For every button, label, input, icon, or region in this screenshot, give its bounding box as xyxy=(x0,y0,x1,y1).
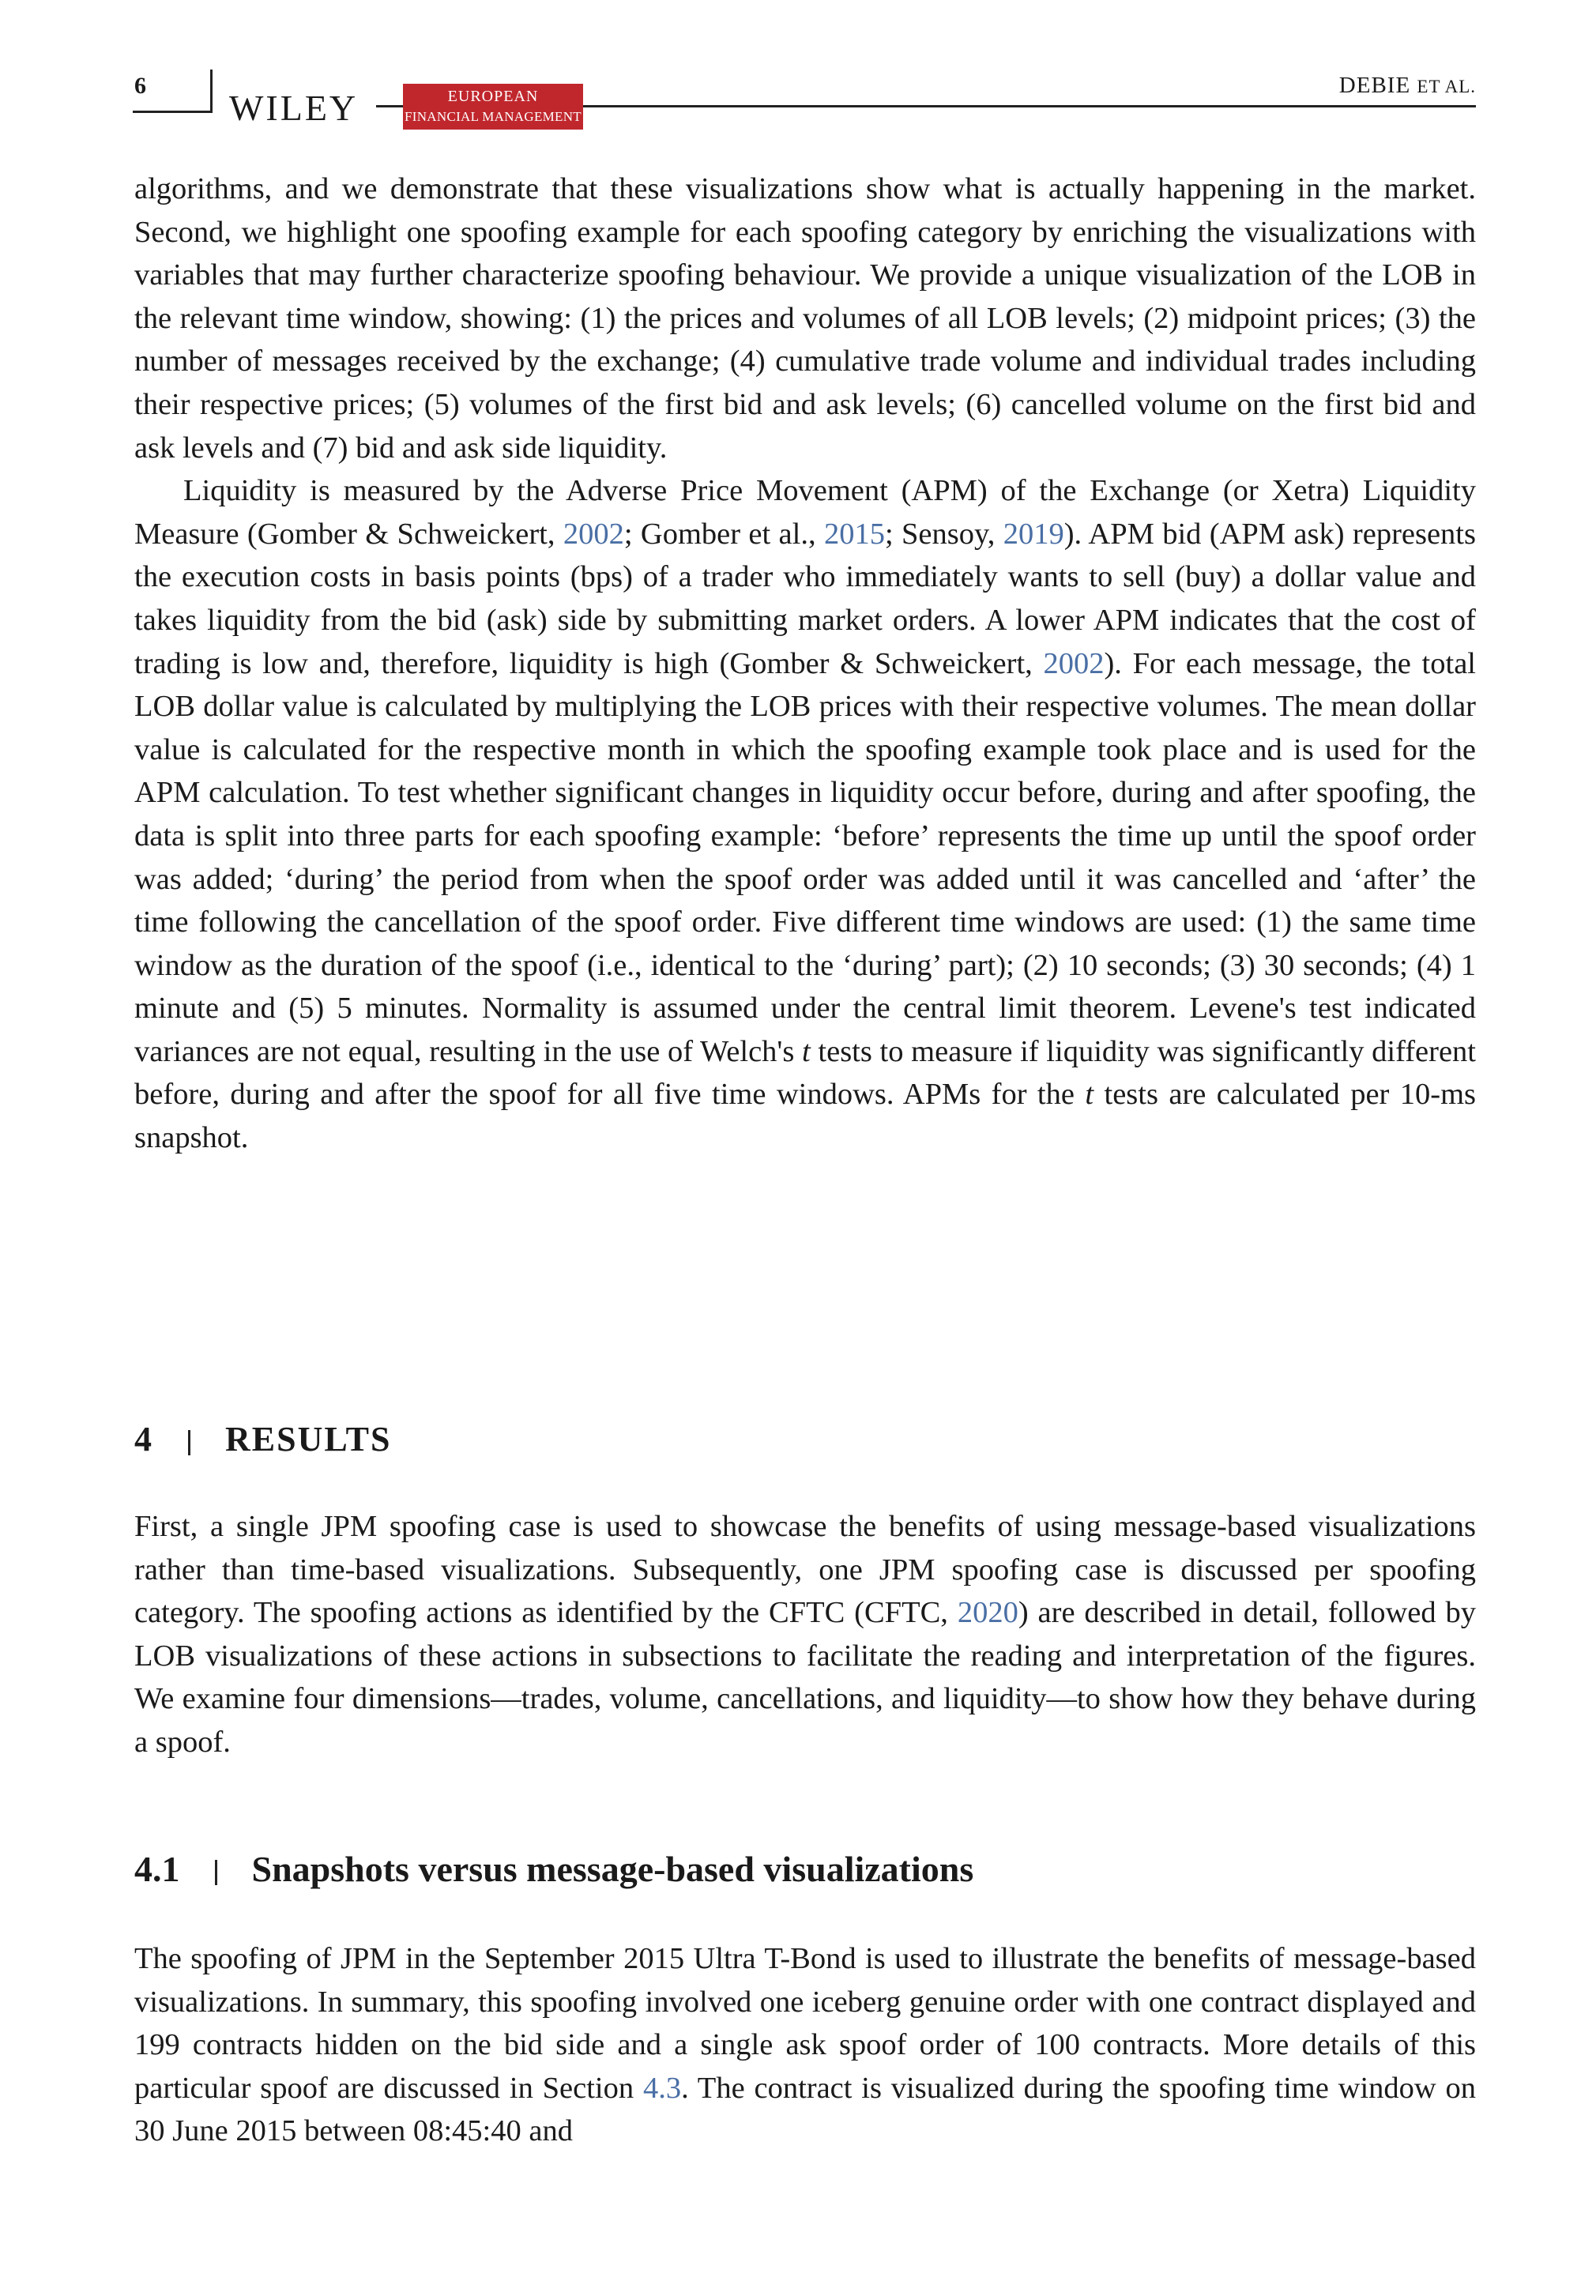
section-heading-results: 4 RESULTS xyxy=(134,1420,392,1459)
journal-logo-line2: FINANCIAL MANAGEMENT xyxy=(405,109,582,124)
paragraph-3: First, a single JPM spoofing case is used to showcase the benefits of using message-based visualizations rather than time-based visualizations. Subsequently, one JPM spoofing case is discussed per spoofing category. The spoofing actions as identified by the CFTC (CFTC, 2020) are described in detail, followed by LOB visualizations of these actions in subsections to facilitate the reading and interpretation of the figures. We examine four dimensions—trades, volume, cancellations, and liquidity—to show how they behave during a spoof. xyxy=(134,1510,1477,1759)
header-rule-right xyxy=(583,105,1476,107)
subsection-heading-4-1: 4.1 Snapshots versus message-based visualizations xyxy=(134,1849,974,1889)
running-authors xyxy=(1339,73,1476,99)
page-content xyxy=(134,167,1476,1160)
page-number: 6 xyxy=(134,73,146,99)
citation-link[interactable]: 2002 xyxy=(1043,646,1105,680)
header-rule-mid xyxy=(376,105,403,107)
header-rule-left xyxy=(133,111,212,113)
paragraph-1: algorithms, and we demonstrate that these visualizations show what is actually happening in the market. Second, we highlight one spoofing example for each spoofing category by enriching the visualizations with variables that may further characterize spoofing behaviour. We provide a unique visualization of the LOB in the relevant time window, showing: (1) the prices and volumes of all LOB levels; (2) midpoint prices; (3) the number of messages received by the exchange; (4) cumulative trade volume and individual trades including their respective prices; (5) volumes of the first bid and ask levels; (6) cancelled volume on the first bid and ask levels and (7) bid and ask side liquidity. xyxy=(134,172,1476,465)
citation-link[interactable]: 2019 xyxy=(1003,517,1064,551)
paragraph-2: Liquidity is measured by the Adverse Price Movement (APM) of the Exchange (or Xetra) Liquidity Measure (Gomber & Schweickert, 2002; Gomber et al., 2015; Sensoy, 2019). APM bid (APM ask) represents the execution costs in basis points (bps) of a trader who immediately wants to sell (buy) a dollar value and takes liquidity from the bid (ask) side by submitting market orders. A lower APM indicates that the cost of trading is low and, therefore, liquidity is high (Gomber & Schweickert, 2002). For each message, the total LOB dollar value is calculated by multiplying the LOB prices with their respective volumes. The mean dollar value is calculated for the respective month in which the spoofing example took place and is used for the APM calculation. To test whether significant changes in liquidity occur before, during and after spoofing, the data is split into three parts for each spoofing example: ‘before’ represents the time up until the spoof order was added; ‘during’ the period from when the spoof order was added until it was cancelled and ‘after’ the time following the cancellation of the spoof order. Five different time windows are used: (1) the same time window as the duration of the spoof (i.e., identical to the ‘during’ part); (2) 10 seconds; (3) 30 seconds; (4) 1 minute and (5) 5 minutes. Normality is assumed under the central limit theorem. Levene's test indicated variances are not equal, resulting in the use of Welch's t tests to measure if liquidity was significantly different before, during and after the spoof for all five time windows. APMs for the t tests are calculated per 10-ms snapshot. xyxy=(134,474,1477,1155)
page-header xyxy=(0,0,1596,142)
citation-link[interactable]: 2015 xyxy=(823,517,885,551)
authors-suffix: ET AL. xyxy=(1417,77,1476,96)
section-link[interactable]: 4.3 xyxy=(642,2071,682,2105)
journal-logo xyxy=(403,84,583,130)
citation-link[interactable]: 2020 xyxy=(957,1596,1018,1630)
citation-link[interactable]: 2002 xyxy=(563,517,624,551)
subsection-content xyxy=(134,1937,1476,2153)
authors-name: DEBIE xyxy=(1338,73,1411,98)
header-rule-vertical xyxy=(210,70,213,113)
journal-logo-line1: EUROPEAN xyxy=(447,88,539,105)
publisher-logo: WILEY xyxy=(229,88,359,128)
results-content xyxy=(134,1505,1476,1764)
paragraph-4: The spoofing of JPM in the September 2015 Ultra T-Bond is used to illustrate the benefits of message-based visualizations. In summary, this spoofing involved one iceberg genuine order with one contract displayed and 199 contracts hidden on the bid side and a single ask spoof order of 100 contracts. More details of this particular spoof are discussed in Section 4.3. The contract is visualized during the spoofing time window on 30 June 2015 between 08:45:40 and xyxy=(134,1942,1477,2148)
